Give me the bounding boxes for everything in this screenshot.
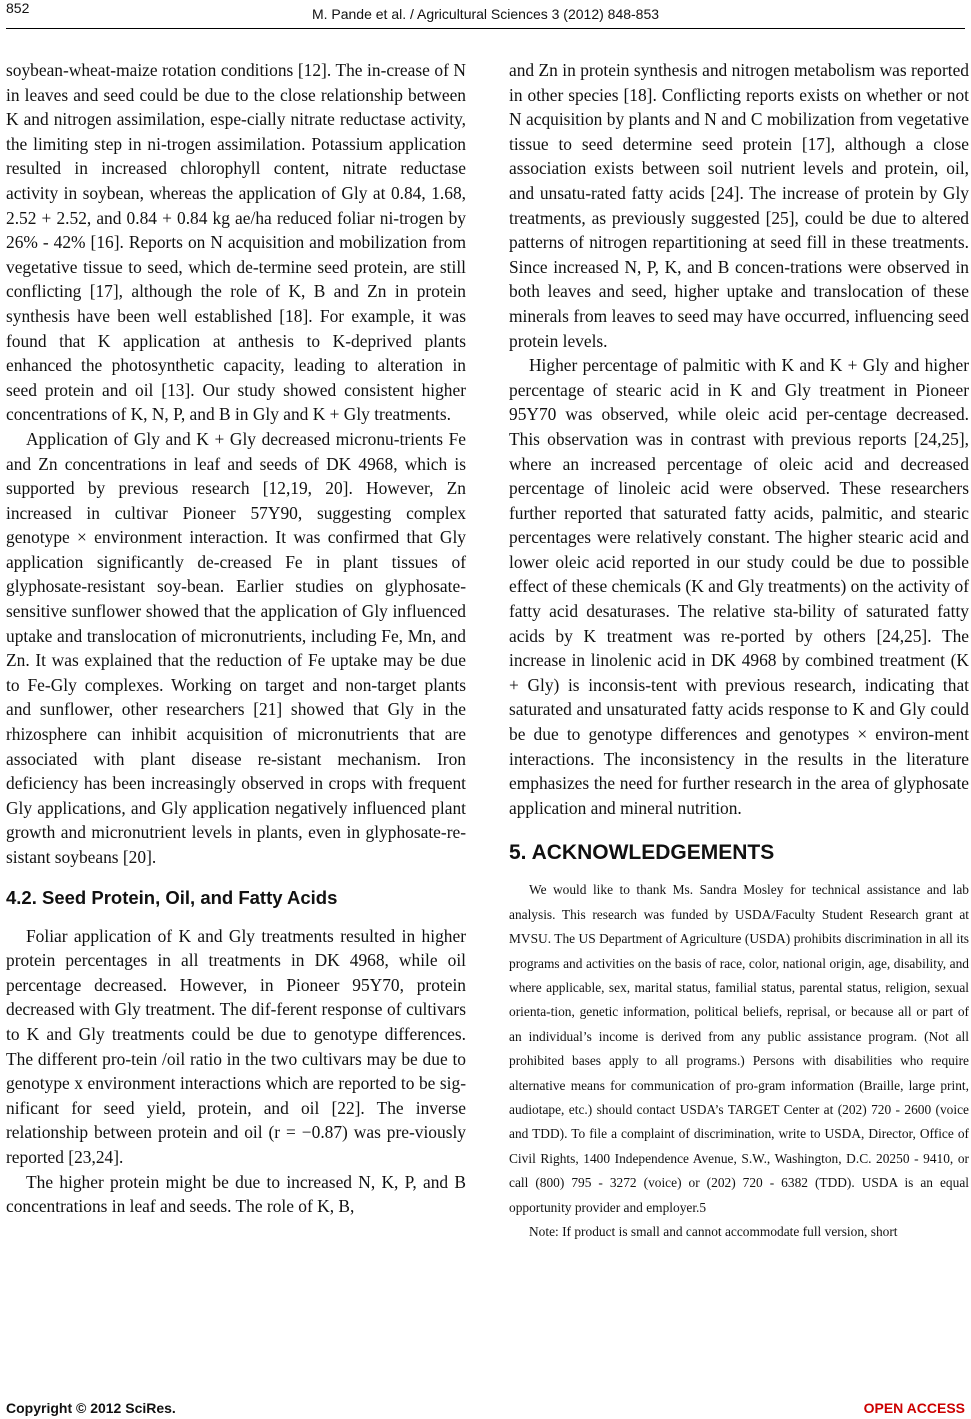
copyright-notice: Copyright © 2012 SciRes. xyxy=(6,1400,176,1416)
running-head: M. Pande et al. / Agricultural Sciences 3 (2012) 848-853 xyxy=(311,6,660,22)
paragraph: soybean-wheat-maize rotation conditions [12]. The in-crease of N in leaves and seed could be due to the close relationship between K and nitrogen assimilation, espe-cially nitrate reductase activity, the limiting step in ni-trogen assimilation. Potassium application resulted in increased chlorophyll content, nitrate reductase activity in soybean, whereas the application of Gly at 0.84, 1.68, 2.52 + 2.52, and 0.84 + 0.84 kg ae/ha reduced foliar ni-trogen by 26% - 42% [16]. Reports on N acquisition and mobilization from vegetative tissue to seed, which de-termine seed protein, are still conflicting [17], although the role of K, B and Zn in protein synthesis have been well established [18]. For example, it was found that K application at anthesis to K-deprived plants enhanced the photosynthetic capacity, leading to alteration in seed protein and oil [13]. Our study showed consistent higher concentrations of K, N, P, and B in Gly and K + Gly treatments. xyxy=(6,60,466,425)
paragraph: and Zn in protein synthesis and nitrogen metabolism was reported in other species [18]. Conflicting reports exists on whether or not N acquisition by plants and N and C mobilization from vegetative tissue to seed determine seed protein [17], although a close association exists between soil nutrient levels and protein, oil, and unsatu-rated fatty acids [24]. The increase of protein by Gly treatments, as previously suggested [25], could be due to altered patterns of nitrogen repartitioning at seed fill in these treatments. Since increased N, P, K, and B concen-trations were observed in both leaves and seed, higher uptake and translocation of these minerals from leaves to seed may have occurred, influencing seed protein levels. xyxy=(509,60,969,351)
paragraph: The higher protein might be due to increased N, K, P, and B concentrations in leaf and seeds. The role of K, B, xyxy=(6,1171,466,1217)
note-text: Note: If product is small and cannot accommodate full version, short xyxy=(529,1224,898,1240)
header-rule xyxy=(6,28,965,29)
right-column xyxy=(509,58,969,1245)
acknowledgements-text: We would like to thank Ms. Sandra Mosley for technical assistance and lab analysis. This research was funded by USDA/Faculty Student Research grant at MVSU. The US Department of Agriculture (USDA) prohibits discrimination in all its programs and activities on the basis of race, color, national origin, age, disability, and where applicable, sex, marital status, familial status, parental status, religion, sexual orienta-tion, genetic information, political beliefs, reprisal, or because all or part of an individual’s income is derived from any public assistance program. (Not all prohibited bases apply to all programs.) Persons with disabilities who require alternative means for communication of pro-gram information (Braille, large print, audiotape, etc.) should contact USDA’s TARGET Center at (202) 720 - 2600 (voice and TDD). To file a complaint of discrimination, write to USDA, Director, Office of Civil Rights, 1400 Independence Avenue, S.W., Washington, D.C. 20250 - 9410, or call (800) 795 - 3272 (voice) or (202) 720 - 6382 (TDD). USDA is an equal opportunity provider and employer.5 xyxy=(509,882,969,1215)
paragraph: Application of Gly and K + Gly decreased micronu-trients Fe and Zn concentrations in leaf and seeds of DK 4968, which is supported by previous research [12,19, 20]. However, Zn increased in cultivar Pioneer 57Y90, suggesting complex genotype × environment interaction. It was confirmed that Gly application significantly de-creased Fe in plant tissues of glyphosate-resistant soy-bean. Earlier studies on glyphosate-sensitive sunflower showed that the application of Gly influenced uptake and translocation of micronutrients, including Fe, Mn, and Zn. It was explained that the reduction of Fe uptake may be due to Fe-Gly complexes. Working on target and non-target plants and sunflower, other researchers [21] showed that Gly in the rhizosphere can inhibit acquisition of micronutrients that are associated with plant disease re-sistant mechanism. Iron deficiency has been increasingly observed in crops with frequent Gly applications, and Gly application negatively influenced plant growth and micronutrient levels in plants, even in glyphosate-re-sistant soybeans [20]. xyxy=(6,428,466,867)
open-access-label: OPEN ACCESS xyxy=(863,1400,965,1416)
section-heading: 5. ACKNOWLEDGEMENTS xyxy=(509,841,775,865)
left-column xyxy=(6,58,466,1219)
section-heading: 4.2. Seed Protein, Oil, and Fatty Acids xyxy=(6,886,338,908)
page-number: 852 xyxy=(6,0,30,16)
paragraph: Foliar application of K and Gly treatments resulted in higher protein percentages in all treatments in DK 4968, while oil percentage decreased. However, in Pioneer 95Y70, protein decreased with Gly treatment. The dif-ferent response of cultivars to K and Gly treatments could be due to genotype differences. The different pro-tein /oil ratio in the two cultivars may be due to genotype x environment interactions which are reported to be sig-nificant for seed yield, protein, and oil [22]. The inverse relationship between protein and oil (r = −0.87) was pre-viously reported [23,24]. xyxy=(6,925,466,1167)
page-header xyxy=(0,0,971,30)
paragraph: Higher percentage of palmitic with K and K + Gly and higher percentage of stearic acid in K and Gly treatment in Pioneer 95Y70 was observed, while oleic acid per-centage decreased. This observation was in contrast with previous reports [24,25], where an increased percentage of oleic acid and decreased percentage of linoleic acid were observed. These researchers further reported that saturated fatty acids, palmitic, and stearic percentages were relatively constant. The higher stearic acid and lower oleic acid reported in our study could be due to possible effect of these chemicals (K and Gly treatments) on the activity of fatty acid desaturases. The relative sta-bility of saturated fatty acids by K treatment was re-ported by others [24,25]. The increase in linolenic acid in DK 4968 by combined treatment (K + Gly) is inconsis-tent with previous research, indicating that saturated and unsaturated fatty acids response to K and Gly could be due to genotype differences and genotypes × environ-ment interactions. The inconsistency in the results in the literature emphasizes the need for further research in the area of glyphosate application and mineral nutrition. xyxy=(509,355,969,818)
